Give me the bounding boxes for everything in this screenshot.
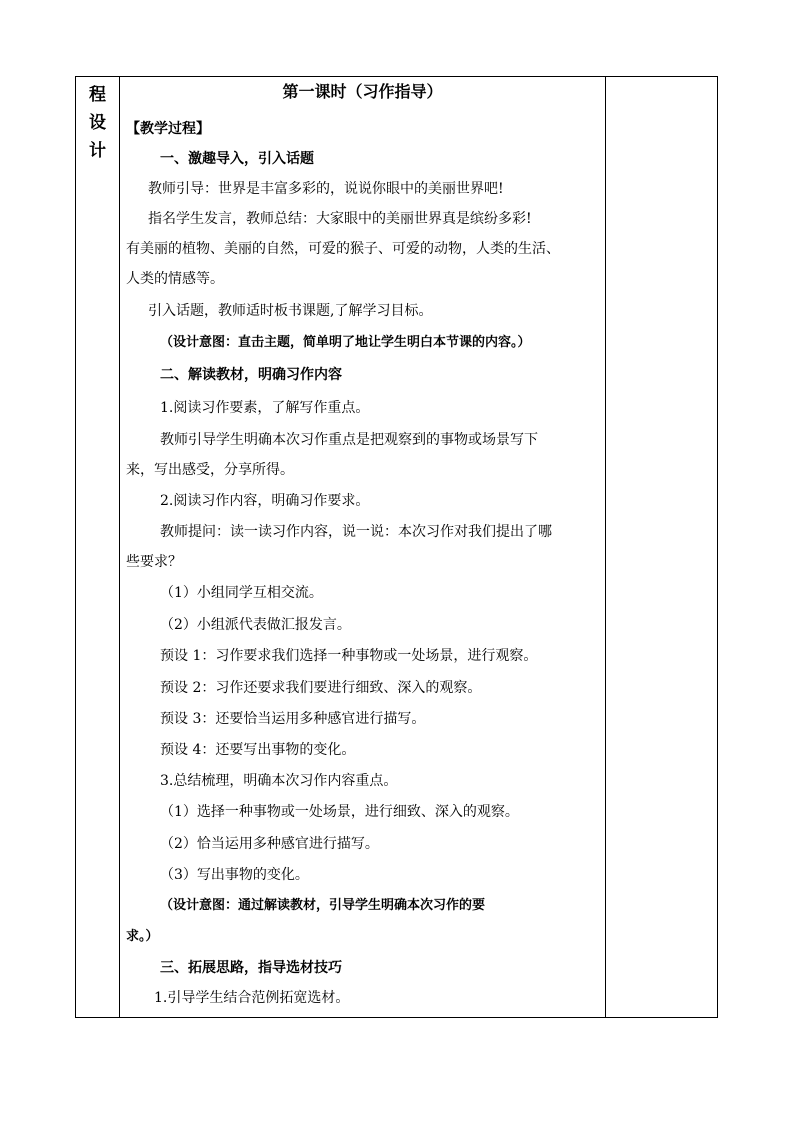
paragraph-line: 预设 3：还要恰当运用多种感官进行描写。 [160,711,426,727]
side-label-char: 计 [89,141,106,161]
paragraph-line: 人类的情感等。 [126,271,224,287]
list-item: （3）写出事物的变化。 [160,867,309,883]
side-label-char: 设 [89,113,106,133]
list-item: （1）选择一种事物或一处场景，进行细致、深入的观察。 [160,804,519,820]
paragraph-line: 3.总结梳理，明确本次习作内容重点。 [160,773,398,789]
design-note: （设计意图：直击主题，简单明了地让学生明白本节课的内容。） [160,335,531,350]
column-divider-right [605,77,606,1017]
section-heading: 三、拓展思路，指导选材技巧 [160,960,342,976]
paragraph-line: 教师引导：世界是丰富多彩的，说说你眼中的美丽世界吧! [148,181,504,197]
paragraph-line: 2.阅读习作内容，明确习作要求。 [160,493,370,509]
side-label-column [76,81,119,165]
paragraph-line: 1.阅读习作要素，了解写作重点。 [160,400,370,416]
paragraph-line: 指名学生发言，教师总结：大家眼中的美丽世界真是缤纷多彩! [148,211,532,227]
paragraph-line: 预设 4：还要写出事物的变化。 [160,742,356,758]
list-item: （2）恰当运用多种感官进行描写。 [160,836,379,852]
side-label-char: 程 [89,85,106,105]
paragraph-line: 教师提问：读一读习作内容，说一说：本次习作对我们提出了哪 [160,524,552,540]
lesson-table [75,76,718,1018]
paragraph-line: 1.引导学生结合范例拓宽选材。 [154,990,350,1006]
list-item: （1）小组同学互相交流。 [160,585,323,601]
paragraph-line: 有美丽的植物、美丽的自然，可爱的猴子、可爱的动物，人类的生活、 [126,241,560,257]
page-title: 第一课时（习作指导） [282,82,443,101]
column-divider-left [119,77,120,1017]
section-heading: 二、解读教材，明确习作内容 [160,367,342,383]
design-note: （设计意图：通过解读教材，引导学生明确本次习作的要 [160,898,486,913]
paragraph-line: 引入话题，教师适时板书课题,了解学习目标。 [148,303,433,319]
design-note: 求。） [126,929,159,944]
paragraph-line: 来，写出感受，分享所得。 [126,462,294,478]
paragraph-line: 教师引导学生明确本次习作重点是把观察到的事物或场景写下 [160,432,538,448]
paragraph-line: 预设 1：习作要求我们选择一种事物或一处场景，进行观察。 [160,648,538,664]
section-tag: 【教学过程】 [126,121,210,137]
list-item: （2）小组派代表做汇报发言。 [160,617,351,633]
paragraph-line: 些要求？ [126,554,182,570]
section-heading: 一、激趣导入，引入话题 [160,151,314,167]
paragraph-line: 预设 2：习作还要求我们要进行细致、深入的观察。 [160,680,482,696]
